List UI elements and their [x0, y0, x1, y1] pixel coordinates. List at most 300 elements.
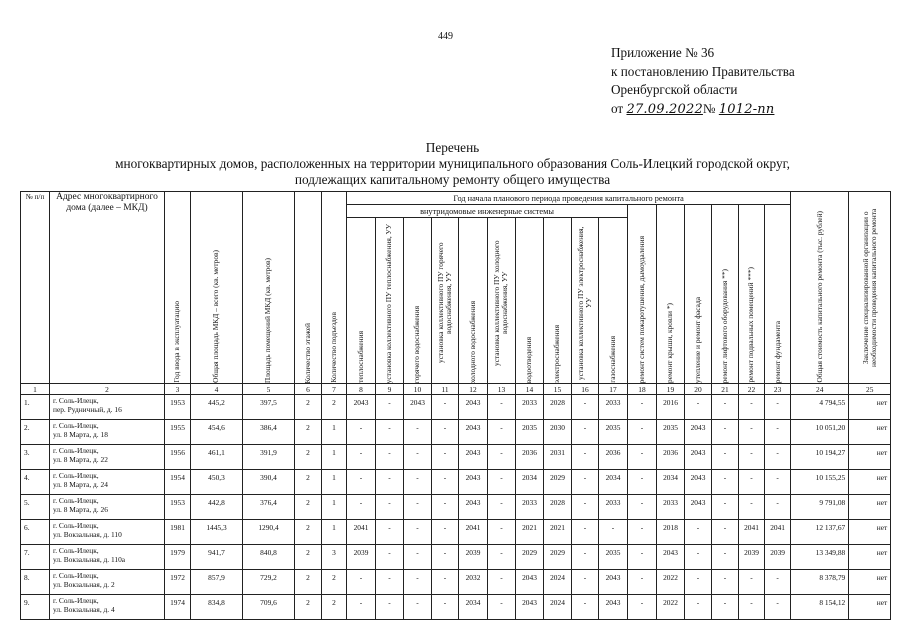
- table-cell: 2043: [657, 545, 685, 570]
- table-cell: нет: [849, 595, 891, 620]
- table-cell: 2: [295, 420, 322, 445]
- table-cell: 2043: [685, 495, 712, 520]
- table-cell: -: [712, 545, 739, 570]
- address-street: ул. 8 Марта, д. 24: [53, 480, 108, 489]
- table-cell: 461,1: [191, 445, 243, 470]
- table-cell: 2: [322, 595, 347, 620]
- table-cell: -: [376, 570, 404, 595]
- table-cell: -: [739, 470, 765, 495]
- table-cell: 2043: [516, 570, 544, 595]
- table-row: [21, 420, 891, 445]
- table-cell: 2033: [516, 395, 544, 420]
- address-city: г. Соль-Илецк,: [53, 396, 99, 405]
- table-cell: -: [347, 445, 376, 470]
- table-cell: 13 349,88: [791, 545, 849, 570]
- appendix-date-line: [611, 100, 795, 120]
- table-cell: -: [432, 595, 459, 620]
- header-planned-period: Год начала планового периода проведения капитального ремонта: [347, 192, 791, 205]
- table-cell: -: [404, 495, 432, 520]
- table-cell: -: [488, 470, 516, 495]
- table-cell: 1955: [165, 420, 191, 445]
- table-cell: 2043: [347, 395, 376, 420]
- address-city: г. Соль-Илецк,: [53, 596, 99, 605]
- table-cell: 2034: [657, 470, 685, 495]
- table-cell: 2029: [544, 470, 572, 495]
- table-cell: -: [712, 570, 739, 595]
- table-cell: -: [628, 545, 657, 570]
- column-number: 18: [628, 384, 657, 395]
- table-cell: нет: [849, 545, 891, 570]
- table-cell: -: [488, 570, 516, 595]
- table-cell: -: [404, 445, 432, 470]
- table-cell: 2036: [516, 445, 544, 470]
- table-cell: -: [376, 545, 404, 570]
- table-cell: 1: [322, 470, 347, 495]
- row-number: 3.: [21, 445, 50, 470]
- table-cell: 2041: [739, 520, 765, 545]
- table-cell: 2043: [459, 470, 488, 495]
- table-cell: -: [739, 595, 765, 620]
- header-conclusion: Заключение специализированной организации о необходимости проведения капитального ремонта: [849, 192, 891, 384]
- table-cell: 729,2: [243, 570, 295, 595]
- table-cell: 442,8: [191, 495, 243, 520]
- table-cell: 2032: [459, 570, 488, 595]
- table-cell: 2043: [599, 595, 628, 620]
- houses-table-body: [21, 395, 891, 620]
- table-cell: 2043: [599, 570, 628, 595]
- table-cell: -: [712, 445, 739, 470]
- table-cell: 2041: [765, 520, 791, 545]
- header-c12: холодного водоснабжения: [459, 218, 488, 384]
- table-row: [21, 520, 891, 545]
- table-cell: 2: [295, 395, 322, 420]
- column-number-row: [21, 384, 891, 395]
- table-cell: 2: [295, 545, 322, 570]
- address-street: ул. 8 Марта, д. 26: [53, 505, 108, 514]
- table-cell: -: [572, 595, 599, 620]
- table-cell: -: [712, 520, 739, 545]
- header-engineering: внутридомовые инженерные системы: [347, 205, 628, 218]
- table-cell: 3: [322, 545, 347, 570]
- table-cell: -: [347, 420, 376, 445]
- page-number: 449: [438, 31, 453, 42]
- appendix-line2: к постановлению Правительства: [611, 63, 795, 79]
- table-cell: 2: [322, 570, 347, 595]
- table-cell: -: [712, 470, 739, 495]
- table-cell: 1956: [165, 445, 191, 470]
- table-cell: 454,6: [191, 420, 243, 445]
- column-number: 8: [347, 384, 376, 395]
- table-cell: -: [404, 545, 432, 570]
- row-number: 5.: [21, 495, 50, 520]
- table-cell: 10 155,25: [791, 470, 849, 495]
- row-number: 6.: [21, 520, 50, 545]
- address-street: пер. Рудничный, д. 16: [53, 405, 122, 414]
- table-cell: нет: [849, 420, 891, 445]
- table-cell: -: [432, 520, 459, 545]
- table-cell: 834,8: [191, 595, 243, 620]
- table-cell: 2033: [516, 495, 544, 520]
- address-street: ул. 8 Марта, д. 22: [53, 455, 108, 464]
- table-cell: 1290,4: [243, 520, 295, 545]
- table-cell: 2034: [459, 595, 488, 620]
- column-number: 9: [376, 384, 404, 395]
- column-number: 15: [544, 384, 572, 395]
- table-cell: -: [347, 595, 376, 620]
- table-cell: -: [628, 520, 657, 545]
- table-cell: -: [572, 495, 599, 520]
- table-cell: 2039: [765, 545, 791, 570]
- table-cell: -: [404, 520, 432, 545]
- table-row: [21, 470, 891, 495]
- table-cell: 450,3: [191, 470, 243, 495]
- table-cell: 2: [295, 520, 322, 545]
- table-cell: 2033: [599, 495, 628, 520]
- header-c18: ремонт систем пожаротушения, дымоудаления: [628, 205, 657, 384]
- table-cell: -: [685, 545, 712, 570]
- table-cell: -: [404, 420, 432, 445]
- table-cell: 2043: [516, 595, 544, 620]
- header-c14: водоотведения: [516, 218, 544, 384]
- table-cell: -: [488, 395, 516, 420]
- column-number: 10: [404, 384, 432, 395]
- table-cell: -: [572, 570, 599, 595]
- table-cell: 10 051,20: [791, 420, 849, 445]
- address-street: ул. 8 Марта, д. 18: [53, 430, 108, 439]
- table-cell: 8 154,12: [791, 595, 849, 620]
- row-number: 4.: [21, 470, 50, 495]
- table-cell: -: [572, 520, 599, 545]
- table-cell: -: [432, 395, 459, 420]
- row-address: [50, 495, 165, 520]
- table-cell: 2043: [685, 445, 712, 470]
- table-cell: 2033: [599, 395, 628, 420]
- table-cell: -: [765, 595, 791, 620]
- table-cell: -: [712, 495, 739, 520]
- table-cell: -: [376, 470, 404, 495]
- table-cell: -: [432, 570, 459, 595]
- appendix-number: 1012-пп: [718, 101, 775, 117]
- address-city: г. Соль-Илецк,: [53, 546, 99, 555]
- appendix-line1: Приложение № 36: [611, 45, 715, 60]
- title-line2: многоквартирных домов, расположенных на территории муниципального образования Соль-Илецкий городской округ,: [115, 156, 790, 171]
- table-row: [21, 495, 891, 520]
- table-cell: -: [376, 445, 404, 470]
- table-cell: 2028: [544, 395, 572, 420]
- table-cell: -: [347, 495, 376, 520]
- header-c15: электроснабжения: [544, 218, 572, 384]
- row-number: 2.: [21, 420, 50, 445]
- table-cell: 2036: [599, 445, 628, 470]
- table-cell: -: [488, 420, 516, 445]
- address-city: г. Соль-Илецк,: [53, 571, 99, 580]
- table-cell: 2043: [459, 495, 488, 520]
- table-cell: 857,9: [191, 570, 243, 595]
- table-cell: 1: [322, 420, 347, 445]
- table-cell: нет: [849, 470, 891, 495]
- column-number: 5: [243, 384, 295, 395]
- table-cell: -: [404, 470, 432, 495]
- table-cell: 1979: [165, 545, 191, 570]
- table-cell: 2043: [685, 470, 712, 495]
- row-address: [50, 445, 165, 470]
- table-cell: 2: [295, 595, 322, 620]
- header-c9: установка коллективного ПУ теплоснабжения, УУ: [376, 218, 404, 384]
- appendix-no-sign: №: [702, 100, 716, 116]
- row-number: 9.: [21, 595, 50, 620]
- table-cell: -: [572, 545, 599, 570]
- table-cell: 840,8: [243, 545, 295, 570]
- address-city: г. Соль-Илецк,: [53, 446, 99, 455]
- table-cell: -: [685, 520, 712, 545]
- table-cell: 390,4: [243, 470, 295, 495]
- table-cell: 2029: [544, 545, 572, 570]
- column-number: 2: [50, 384, 165, 395]
- table-cell: -: [628, 595, 657, 620]
- header-c16: установка коллективного ПУ электроснабжения, УУ: [572, 218, 599, 384]
- table-cell: 2039: [347, 545, 376, 570]
- table-cell: 1: [322, 520, 347, 545]
- table-cell: 8 378,79: [791, 570, 849, 595]
- table-cell: -: [432, 445, 459, 470]
- address-street: ул. Вокзальная, д. 4: [53, 605, 115, 614]
- table-cell: нет: [849, 395, 891, 420]
- table-cell: 2041: [459, 520, 488, 545]
- table-cell: -: [347, 570, 376, 595]
- table-cell: 2033: [657, 495, 685, 520]
- address-street: ул. Вокзальная, д. 110а: [53, 555, 126, 564]
- table-cell: 2031: [544, 445, 572, 470]
- table-cell: 2039: [739, 545, 765, 570]
- houses-table: [20, 191, 891, 620]
- table-cell: 2036: [657, 445, 685, 470]
- column-number: 19: [657, 384, 685, 395]
- table-cell: -: [739, 445, 765, 470]
- table-cell: 1: [322, 445, 347, 470]
- table-cell: 4 794,55: [791, 395, 849, 420]
- column-number: 21: [712, 384, 739, 395]
- table-cell: -: [739, 420, 765, 445]
- header-no: № п/п: [21, 192, 50, 384]
- column-number: 25: [849, 384, 891, 395]
- table-cell: 2028: [544, 495, 572, 520]
- table-cell: -: [628, 420, 657, 445]
- table-cell: -: [572, 420, 599, 445]
- header-c17: газоснабжения: [599, 218, 628, 384]
- table-cell: -: [488, 445, 516, 470]
- table-cell: 2035: [516, 420, 544, 445]
- table-cell: 2034: [516, 470, 544, 495]
- header-c23: ремонт фундамента: [765, 205, 791, 384]
- table-cell: -: [432, 470, 459, 495]
- header-c8: теплоснабжения: [347, 218, 376, 384]
- table-row: [21, 395, 891, 420]
- table-cell: -: [488, 545, 516, 570]
- column-number: 23: [765, 384, 791, 395]
- table-cell: -: [432, 420, 459, 445]
- table-cell: 2021: [516, 520, 544, 545]
- table-cell: -: [572, 470, 599, 495]
- column-number: 6: [295, 384, 322, 395]
- table-cell: 1445,3: [191, 520, 243, 545]
- column-number: 4: [191, 384, 243, 395]
- header-year: Год ввода в эксплуатацию: [165, 192, 191, 384]
- table-cell: -: [404, 595, 432, 620]
- row-number: 8.: [21, 570, 50, 595]
- table-cell: 2043: [459, 395, 488, 420]
- table-cell: -: [572, 445, 599, 470]
- column-number: 11: [432, 384, 459, 395]
- table-cell: 2029: [516, 545, 544, 570]
- table-cell: -: [765, 445, 791, 470]
- row-address: [50, 420, 165, 445]
- header-c22: ремонт подвальных помещений ***): [739, 205, 765, 384]
- address-street: ул. Вокзальная, д. 110: [53, 530, 122, 539]
- address-city: г. Соль-Илецк,: [53, 521, 99, 530]
- row-address: [50, 470, 165, 495]
- header-c19: ремонт крыши, кровли *): [657, 205, 685, 384]
- table-cell: 1981: [165, 520, 191, 545]
- header-c20: утепление и ремонт фасада: [685, 205, 712, 384]
- table-cell: -: [572, 395, 599, 420]
- table-cell: -: [712, 420, 739, 445]
- column-number: 13: [488, 384, 516, 395]
- table-cell: 2035: [657, 420, 685, 445]
- table-cell: 445,2: [191, 395, 243, 420]
- table-cell: 2034: [599, 470, 628, 495]
- column-number: 12: [459, 384, 488, 395]
- row-address: [50, 570, 165, 595]
- table-cell: -: [599, 520, 628, 545]
- table-cell: -: [488, 495, 516, 520]
- table-cell: 2043: [685, 420, 712, 445]
- table-cell: -: [739, 395, 765, 420]
- table-cell: 2: [295, 495, 322, 520]
- header-entrances: Количество подъездов: [322, 192, 347, 384]
- table-cell: нет: [849, 520, 891, 545]
- table-cell: 2022: [657, 570, 685, 595]
- column-number: 20: [685, 384, 712, 395]
- table-cell: 1954: [165, 470, 191, 495]
- row-address: [50, 395, 165, 420]
- table-cell: -: [628, 570, 657, 595]
- table-cell: 2035: [599, 420, 628, 445]
- table-cell: 9 791,08: [791, 495, 849, 520]
- table-cell: -: [432, 545, 459, 570]
- table-cell: 386,4: [243, 420, 295, 445]
- table-cell: 10 194,27: [791, 445, 849, 470]
- table-cell: -: [765, 470, 791, 495]
- table-row: [21, 595, 891, 620]
- header-total-cost: Общая стоимость капитального ремонта (тыс. рублей): [791, 192, 849, 384]
- table-cell: -: [685, 395, 712, 420]
- table-cell: -: [628, 495, 657, 520]
- table-cell: -: [376, 520, 404, 545]
- column-number: 14: [516, 384, 544, 395]
- table-cell: -: [376, 595, 404, 620]
- table-cell: -: [739, 570, 765, 595]
- table-cell: 709,6: [243, 595, 295, 620]
- address-street: ул. Вокзальная, д. 2: [53, 580, 115, 589]
- table-cell: -: [376, 420, 404, 445]
- table-cell: 2: [295, 570, 322, 595]
- header-c21: ремонт лифтового оборудования **): [712, 205, 739, 384]
- column-number: 3: [165, 384, 191, 395]
- header-c10: горячего водоснабжения: [404, 218, 432, 384]
- table-cell: -: [628, 470, 657, 495]
- table-cell: 2035: [599, 545, 628, 570]
- header-c13: установка коллективного ПУ холодного водоснабжения, УУ: [488, 218, 516, 384]
- column-number: 17: [599, 384, 628, 395]
- table-cell: -: [347, 470, 376, 495]
- table-cell: -: [765, 495, 791, 520]
- table-cell: 1953: [165, 395, 191, 420]
- title-line3: подлежащих капитальному ремонту общего имущества: [294, 172, 611, 187]
- table-cell: 2024: [544, 595, 572, 620]
- table-cell: 2030: [544, 420, 572, 445]
- header-floors: Количество этажей: [295, 192, 322, 384]
- table-cell: -: [432, 495, 459, 520]
- table-cell: 2: [322, 395, 347, 420]
- table-cell: 2022: [657, 595, 685, 620]
- table-cell: 2041: [347, 520, 376, 545]
- table-cell: 391,9: [243, 445, 295, 470]
- table-cell: нет: [849, 495, 891, 520]
- table-cell: 1974: [165, 595, 191, 620]
- table-cell: -: [712, 595, 739, 620]
- table-cell: -: [765, 420, 791, 445]
- column-number: 16: [572, 384, 599, 395]
- table-cell: 2039: [459, 545, 488, 570]
- table-cell: 1: [322, 495, 347, 520]
- table-cell: нет: [849, 445, 891, 470]
- table-cell: -: [488, 595, 516, 620]
- table-cell: 1953: [165, 495, 191, 520]
- row-number: 1.: [21, 395, 50, 420]
- table-cell: -: [404, 570, 432, 595]
- table-cell: 2: [295, 445, 322, 470]
- table-cell: -: [765, 570, 791, 595]
- table-cell: 397,5: [243, 395, 295, 420]
- table-cell: 12 137,67: [791, 520, 849, 545]
- table-cell: нет: [849, 570, 891, 595]
- table-cell: -: [685, 570, 712, 595]
- appendix-from: от: [611, 100, 624, 116]
- row-number: 7.: [21, 545, 50, 570]
- address-city: г. Соль-Илецк,: [53, 471, 99, 480]
- column-number: 1: [21, 384, 50, 395]
- table-cell: -: [685, 595, 712, 620]
- header-total-area: Общая площадь МКД – всего (кв. метров): [191, 192, 243, 384]
- table-cell: 2043: [459, 420, 488, 445]
- table-cell: 1972: [165, 570, 191, 595]
- table-cell: 941,7: [191, 545, 243, 570]
- appendix-date: 27.09.2022: [626, 101, 703, 117]
- table-cell: -: [765, 395, 791, 420]
- table-cell: 2: [295, 470, 322, 495]
- header-premises-area: Площадь помещений МКД (кв. метров): [243, 192, 295, 384]
- address-city: г. Соль-Илецк,: [53, 421, 99, 430]
- table-cell: -: [488, 520, 516, 545]
- table-cell: 2043: [404, 395, 432, 420]
- appendix-line3: Оренбургской области: [611, 82, 738, 97]
- table-cell: -: [628, 445, 657, 470]
- table-cell: -: [628, 395, 657, 420]
- table-cell: -: [739, 495, 765, 520]
- table-row: [21, 570, 891, 595]
- row-address: [50, 520, 165, 545]
- table-cell: -: [376, 495, 404, 520]
